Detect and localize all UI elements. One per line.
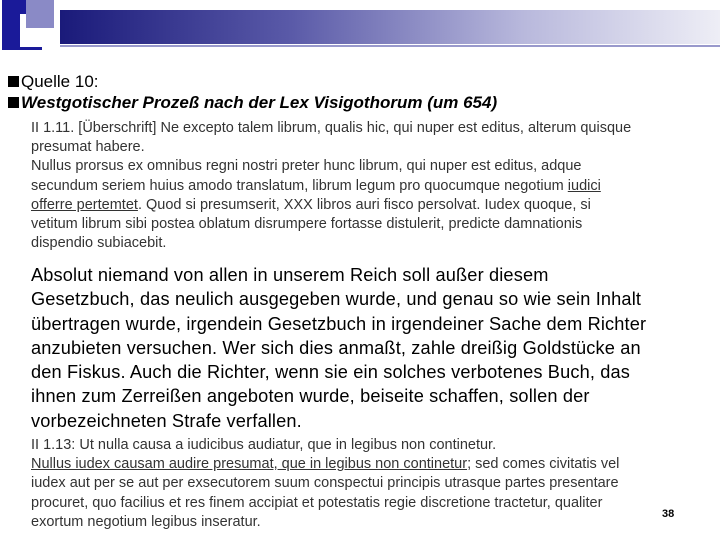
latin-line <box>31 196 691 215</box>
header-decoration-line <box>60 45 720 47</box>
page-number: 38 <box>662 508 675 520</box>
bullet-square-icon <box>8 97 19 108</box>
underlined-text: iudici <box>567 177 601 194</box>
german-translation-block <box>31 263 701 433</box>
latin-text: . Quod si presumserit, XXX libros auri fisco persolvat. Iudex quoque, si <box>137 196 591 213</box>
latin-text: secundum seriem huius amodo translatum, librum legum pro quocumque negotium <box>31 177 568 194</box>
german-line: anzubieten versuchen. Wer sich dies anmaßt, zahle dreißig Goldstücke an <box>31 337 641 358</box>
german-line: den Fiskus. Auch die Richter, wenn sie ein solches verbotenes Buch, das <box>31 362 631 383</box>
latin-line: vetitum librum sibi postea oblatum disrumpere fortasse distulerit, predicte damnationis <box>31 216 583 233</box>
latin-line: exortum negotium legibus inseratur. <box>31 513 261 530</box>
latin-line: procuret, quo facilius et res finem accipiat et potestatis regie discretione tractetur, qualiter <box>31 494 603 511</box>
german-line: Absolut niemand von allen in unserem Reich soll außer diesem <box>31 265 549 285</box>
latin-line: II 1.11. [Überschrift] Ne excepto talem librum, qualis hic, qui nuper est editus, alterum quisque <box>31 120 632 136</box>
german-line: Gesetzbuch, das neulich ausgegeben wurde, und genau so wie sein Inhalt <box>31 289 642 310</box>
german-line: vorbezeichneten Strafe verfallen. <box>31 410 302 431</box>
latin-line <box>31 177 691 196</box>
latin-text-block-2 <box>31 436 691 532</box>
underlined-text: Nullus iudex causam audire presumat, que in legibus non continetur <box>31 456 468 473</box>
underlined-text: offerre pertemtet <box>31 196 138 213</box>
german-line: übertragen wurde, irgendein Gesetzbuch in irgendeiner Sache dem Richter <box>31 313 647 334</box>
bullet-source-subtitle <box>8 93 497 113</box>
header-decoration-bar <box>60 10 720 44</box>
bullet-square-icon <box>8 76 19 87</box>
latin-line: Nullus prorsus ex omnibus regni nostri preter hunc librum, qui nuper est editus, adque <box>31 158 582 175</box>
bullet-source-title <box>8 72 99 92</box>
latin-line: iudex aut per se aut per exsecutorem suum conspectui principis utrasque partes presentare <box>31 475 619 492</box>
header-decoration-square-gray <box>26 0 54 28</box>
latin-text-block-1 <box>31 119 691 253</box>
german-line: ihnen zum Zerreißen angeboten wurde, beiseite schaffen, sollen der <box>31 386 590 407</box>
latin-line: II 1.13: Ut nulla causa a iudicibus audiatur, que in legibus non continetur. <box>31 437 497 453</box>
source-subtitle: Westgotischer Prozeß nach der Lex Visigothorum (um 654) <box>21 93 498 112</box>
latin-line: dispendio subiacebit. <box>31 235 167 252</box>
latin-line <box>31 455 691 474</box>
source-label: Quelle 10: <box>21 72 99 91</box>
latin-line: presumat habere. <box>31 139 145 156</box>
latin-text: ; sed comes civitatis vel <box>467 456 620 473</box>
